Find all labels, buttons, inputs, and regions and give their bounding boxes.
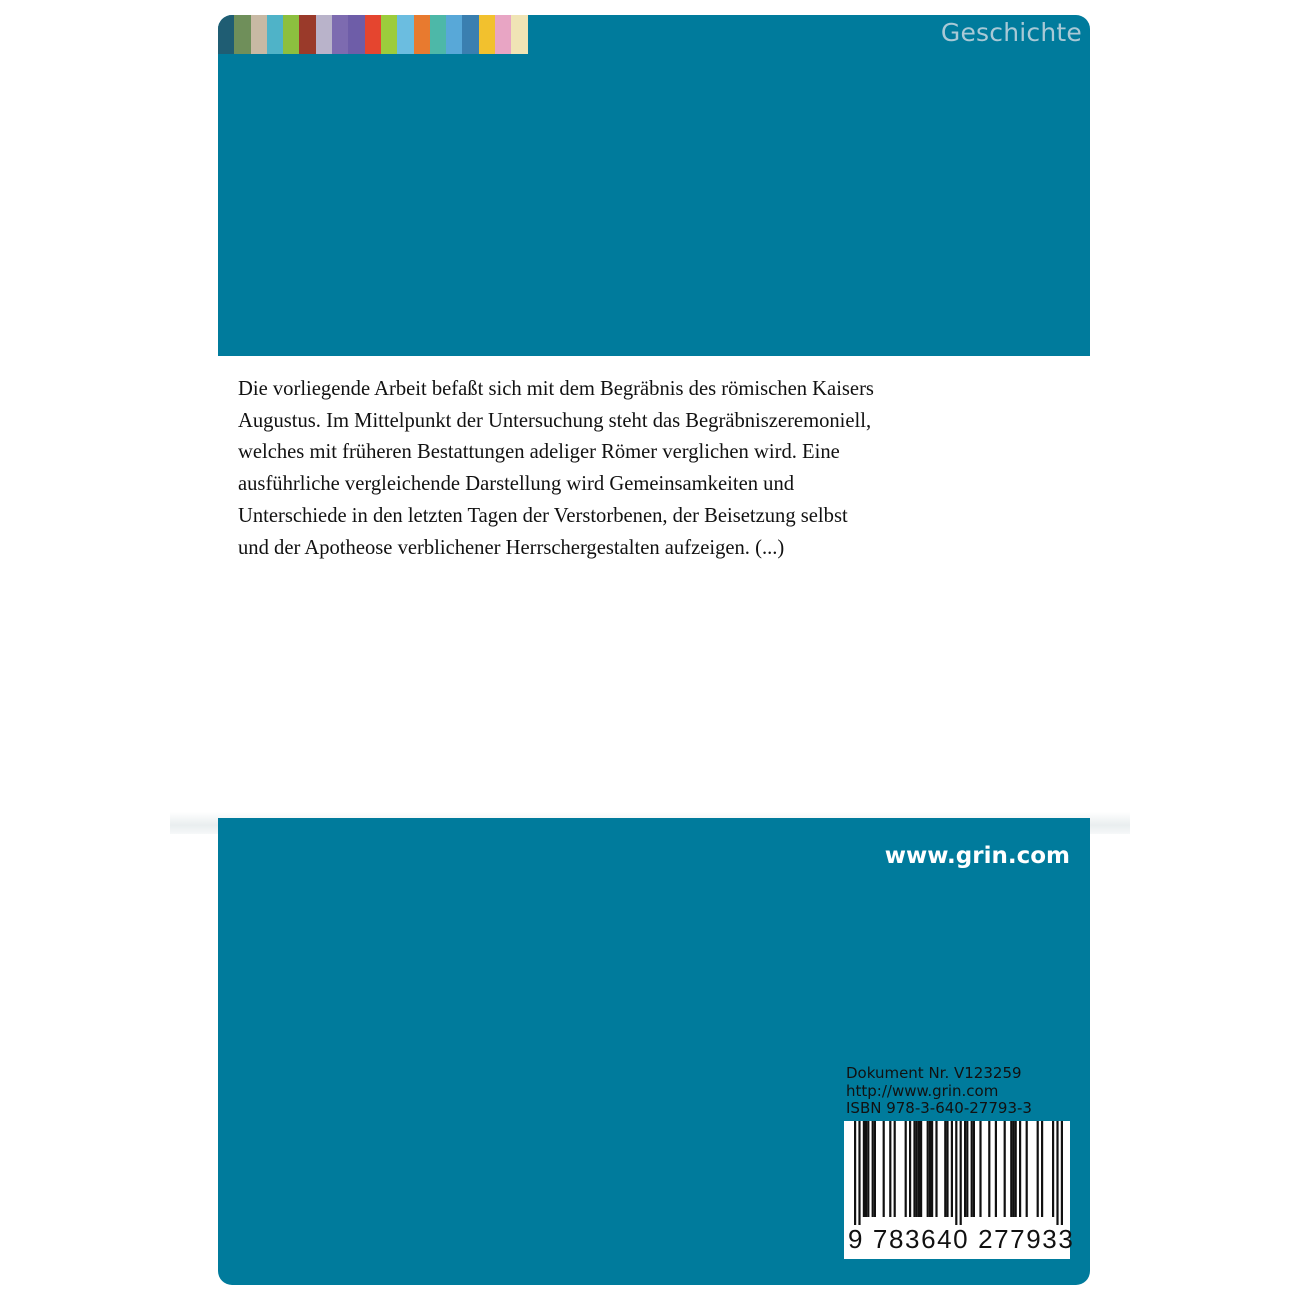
- barcode-bar: [872, 1121, 874, 1217]
- color-stripe: [495, 15, 511, 54]
- barcode-bars: [844, 1121, 1070, 1225]
- barcode-bar: [909, 1121, 911, 1217]
- color-stripe: [414, 15, 430, 54]
- barcode-bar: [854, 1121, 856, 1225]
- color-stripe: [267, 15, 283, 54]
- barcode-bar: [905, 1121, 907, 1217]
- barcode-digits: 9 783640 277933: [848, 1224, 1075, 1254]
- color-stripe: [299, 15, 315, 54]
- color-stripe: [316, 15, 332, 54]
- description-line: und der Apotheose verblichener Herrschergestalten aufzeigen. (...): [238, 536, 785, 559]
- barcode-bar: [929, 1121, 931, 1217]
- barcode-bar: [874, 1121, 876, 1217]
- description-line: ausführliche vergleichende Darstellung wird Gemeinsamkeiten und: [238, 473, 795, 496]
- top-cover-panel: [218, 15, 1090, 356]
- barcode-bar: [1004, 1121, 1006, 1217]
- color-stripe: [332, 15, 348, 54]
- barcode-bar: [951, 1121, 953, 1217]
- color-stripe: [462, 15, 478, 54]
- book-description: [238, 374, 958, 564]
- barcode-bar: [858, 1121, 860, 1225]
- barcode-bar: [979, 1121, 981, 1217]
- description-line: Die vorliegende Arbeit befaßt sich mit dem Begräbnis des römischen Kaisers: [238, 378, 874, 400]
- color-stripe: [283, 15, 299, 54]
- barcode-bar: [894, 1121, 896, 1217]
- document-number: Dokument Nr. V123259: [846, 1064, 1022, 1082]
- barcode-bar: [927, 1121, 929, 1217]
- barcode-bar: [1052, 1121, 1054, 1217]
- barcode-bar: [916, 1121, 918, 1217]
- barcode-bar: [889, 1121, 891, 1217]
- barcode-bar: [955, 1121, 957, 1225]
- barcode-bar: [863, 1121, 865, 1217]
- barcode-bar: [966, 1121, 968, 1217]
- barcode-bar: [946, 1121, 948, 1217]
- color-stripe: [348, 15, 364, 54]
- barcode-bar: [960, 1121, 962, 1225]
- description-line: welches mit früheren Bestattungen adeliger Römer verglichen wird. Eine: [238, 441, 840, 464]
- barcode-bar: [971, 1121, 973, 1217]
- barcode-bar: [1061, 1121, 1063, 1225]
- color-stripe: [218, 15, 234, 54]
- color-stripe: [381, 15, 397, 54]
- color-stripe-bar: [218, 15, 528, 54]
- isbn-label: ISBN 978-3-640-27793-3: [846, 1099, 1032, 1117]
- category-label: Geschichte: [940, 18, 1082, 47]
- barcode-bar: [988, 1121, 990, 1217]
- barcode-bar: [944, 1121, 946, 1217]
- publisher-website: www.grin.com: [884, 843, 1070, 869]
- barcode-bar: [931, 1121, 933, 1217]
- barcode-bar: [867, 1121, 869, 1217]
- barcode-bar: [1012, 1121, 1014, 1217]
- publisher-url: http://www.grin.com: [846, 1081, 999, 1100]
- barcode-bar: [865, 1121, 867, 1217]
- bottom-cover-panel: [218, 818, 1090, 1285]
- barcode-bar: [883, 1121, 885, 1217]
- color-stripe: [430, 15, 446, 54]
- color-stripe: [251, 15, 267, 54]
- barcode-bar: [920, 1121, 922, 1217]
- color-stripe: [511, 15, 527, 54]
- barcode-bar: [973, 1121, 975, 1217]
- barcode-bar: [1056, 1121, 1058, 1225]
- barcode-bar: [995, 1121, 997, 1217]
- description-line: Unterschiede in den letzten Tagen der Verstorbenen, der Beisetzung selbst: [238, 504, 848, 527]
- barcode-bar: [1010, 1121, 1012, 1217]
- color-stripe: [397, 15, 413, 54]
- isbn-barcode: [844, 1121, 1075, 1259]
- barcode-bar: [1019, 1121, 1021, 1217]
- color-stripe: [479, 15, 495, 54]
- barcode-bar: [1041, 1121, 1043, 1217]
- document-info: [846, 1065, 1032, 1118]
- barcode-bar: [935, 1121, 937, 1217]
- color-stripe: [446, 15, 462, 54]
- color-stripe: [234, 15, 250, 54]
- barcode-bar: [918, 1121, 920, 1217]
- description-line: Augustus. Im Mittelpunkt der Untersuchung steht das Begräbniszeremoniell,: [238, 409, 872, 432]
- color-stripe: [365, 15, 381, 54]
- barcode-bar: [1015, 1121, 1017, 1217]
- barcode-bar: [1026, 1121, 1028, 1217]
- barcode-bar: [1037, 1121, 1039, 1217]
- barcode-bar: [964, 1121, 966, 1217]
- barcode-bar: [913, 1121, 915, 1217]
